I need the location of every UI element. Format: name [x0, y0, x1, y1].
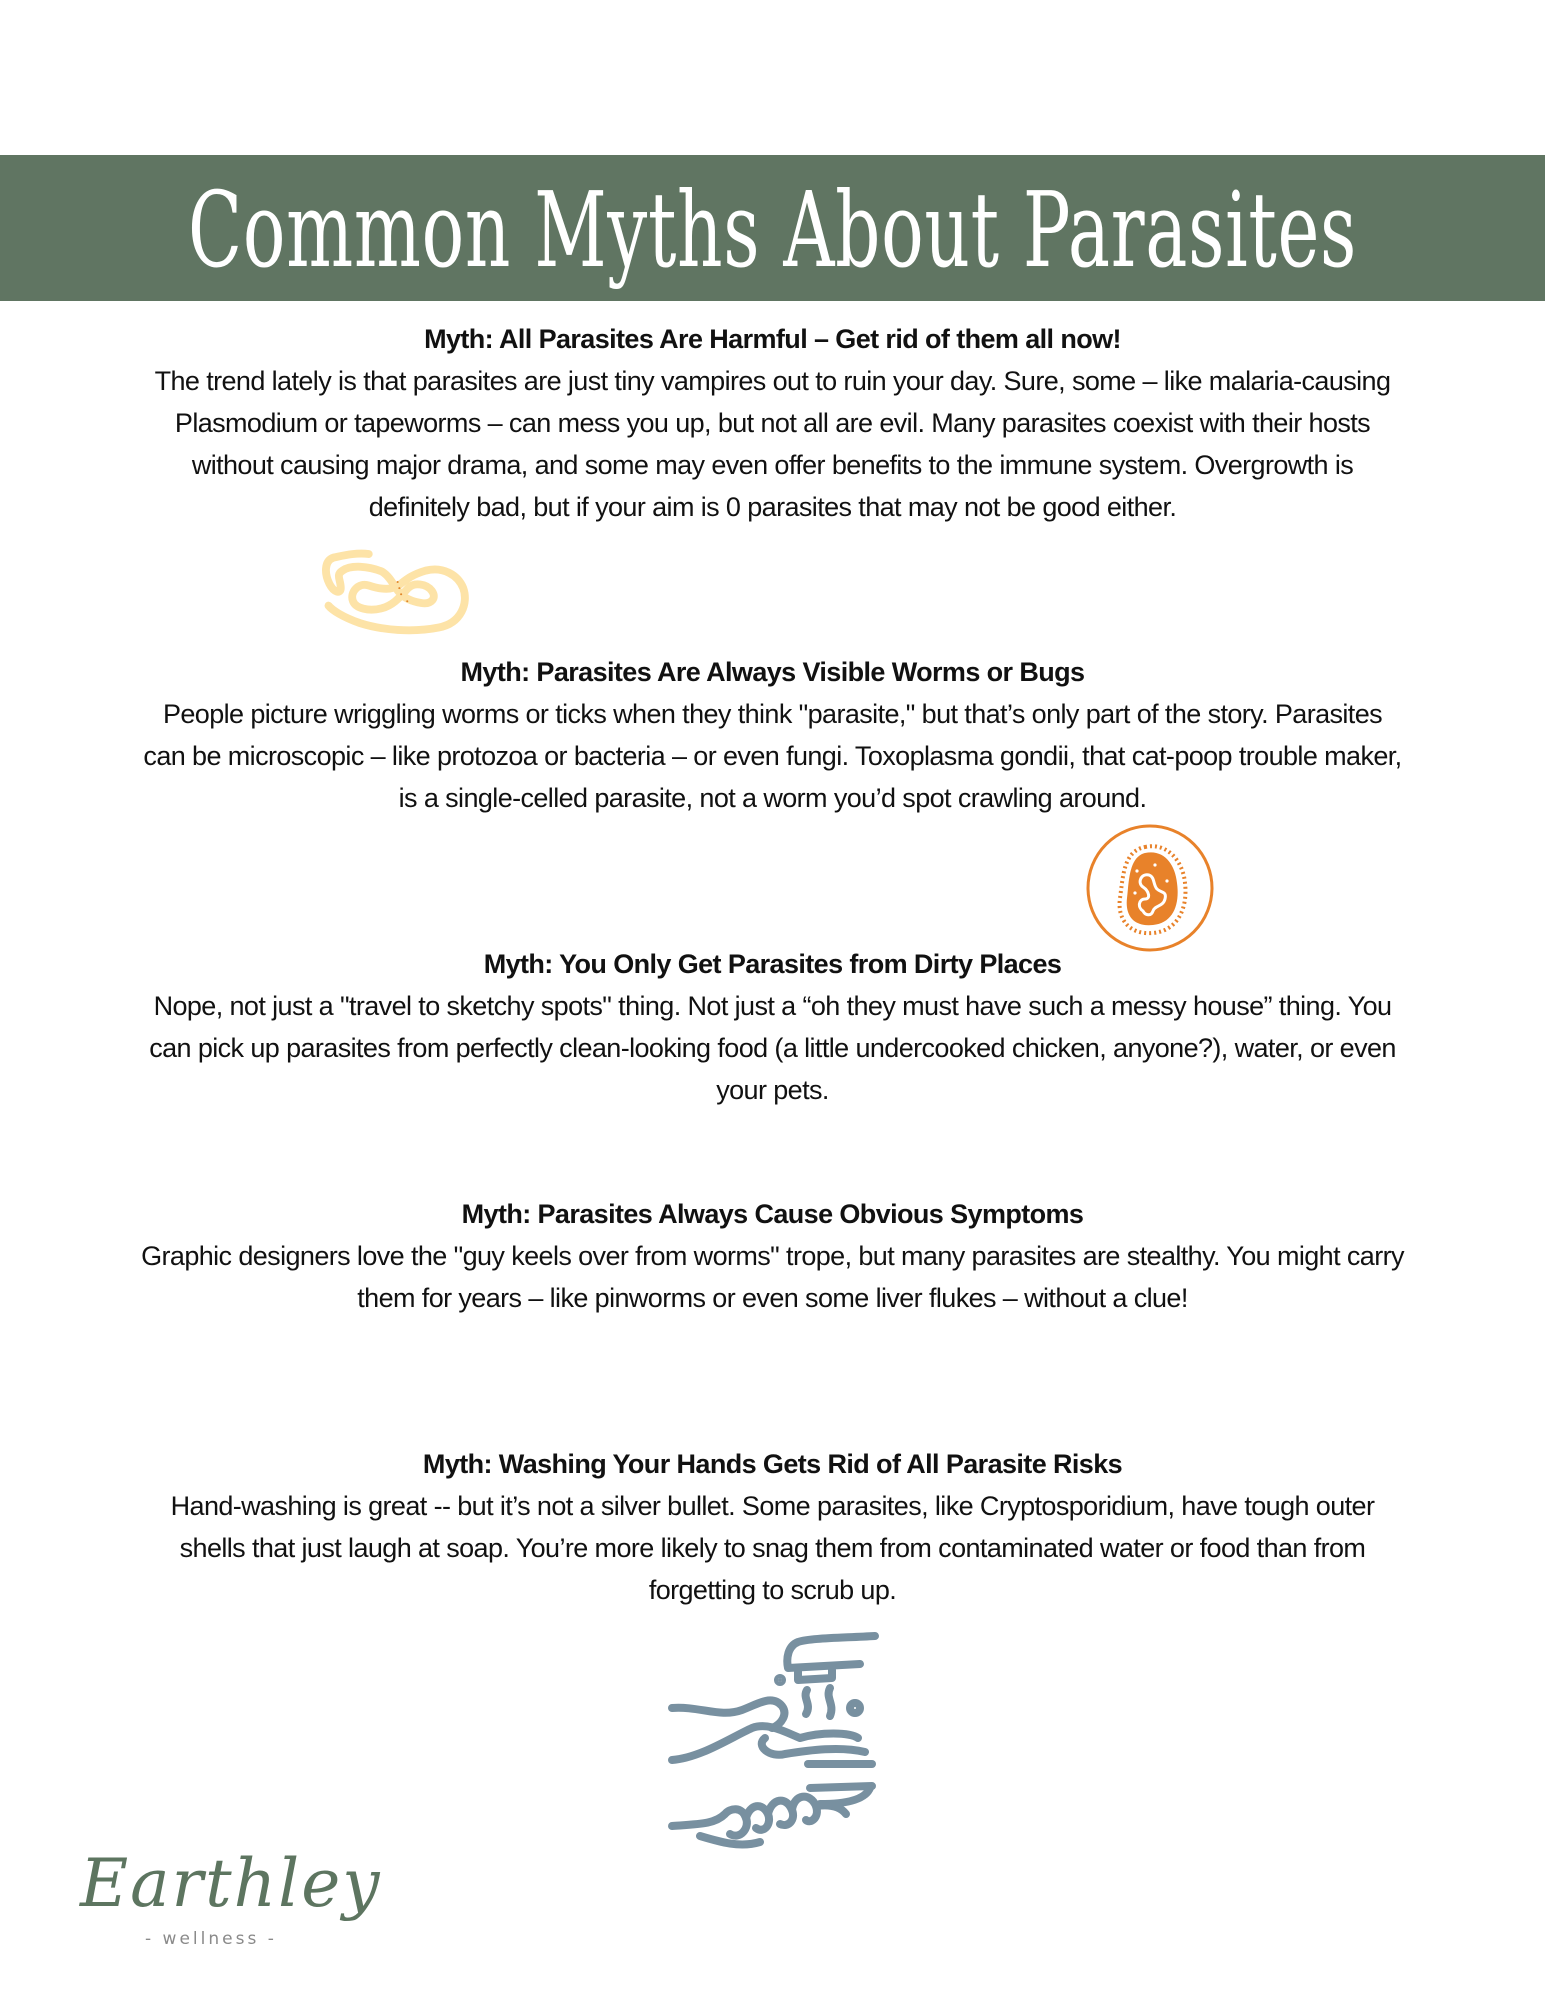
- title-banner: [0, 155, 1545, 301]
- hand-washing-icon: [660, 1628, 890, 1853]
- protozoa-cell-icon: [1085, 823, 1215, 953]
- earthley-logo: [75, 1845, 382, 1965]
- tapeworm-icon: [305, 540, 485, 645]
- myth-heading: Myth: All Parasites Are Harmful – Get rid of them all now!: [424, 324, 1121, 354]
- myth-heading: Myth: Parasites Always Cause Obvious Symptoms: [461, 1199, 1084, 1229]
- myth-section-5: [140, 1443, 1405, 1611]
- myth-heading: Myth: You Only Get Parasites from Dirty Places: [483, 949, 1062, 979]
- logo-subtitle: - wellness -: [145, 1929, 277, 1949]
- myth-heading: Myth: Parasites Are Always Visible Worms or Bugs: [460, 657, 1085, 687]
- myth-body: Hand-washing is great -- but it’s not a silver bullet. Some parasites, like Cryptosporidium, have tough outer shells that just laugh at soap. You’re more likely to snag them from contaminated water or food than from forgetting to scrub up.: [170, 1491, 1375, 1605]
- myth-body: People picture wriggling worms or ticks when they think "parasite," but that’s only part of the story. Parasites can be microscopic – like protozoa or bacteria – or even fungi. Toxoplasma gondii, that cat-poop trouble maker, is a single-celled parasite, not a worm you’d spot crawling around.: [143, 699, 1402, 813]
- myth-section-3: [140, 943, 1405, 1111]
- myth-body: Nope, not just a "travel to sketchy spots" thing. Not just a “oh they must have such a messy house” thing. You can pick up parasites from perfectly clean-looking food (a little undercooked chicken, anyone?), water, or even your pets.: [149, 991, 1396, 1105]
- page-title: Common Myths About Parasites: [188, 169, 1357, 291]
- myth-body: The trend lately is that parasites are just tiny vampires out to ruin your day. Sure, some – like malaria-causing Plasmodium or tapeworms – can mess you up, but not all are evil. Many parasites coexist with their hosts without causing major drama, and some may even offer benefits to the immune system. Overgrowth is definitely bad, but if your aim is 0 parasites that may not be good either.: [154, 366, 1391, 522]
- myth-heading: Myth: Washing Your Hands Gets Rid of All Parasite Risks: [422, 1449, 1123, 1479]
- myth-section-4: [140, 1193, 1405, 1319]
- myth-body: Graphic designers love the "guy keels over from worms" trope, but many parasites are stealthy. You might carry them for years – like pinworms or even some liver flukes – without a clue!: [141, 1241, 1404, 1313]
- logo-wordmark: Earthley: [80, 1845, 382, 1922]
- myth-section-1: [140, 318, 1405, 528]
- myth-section-2: [140, 651, 1405, 819]
